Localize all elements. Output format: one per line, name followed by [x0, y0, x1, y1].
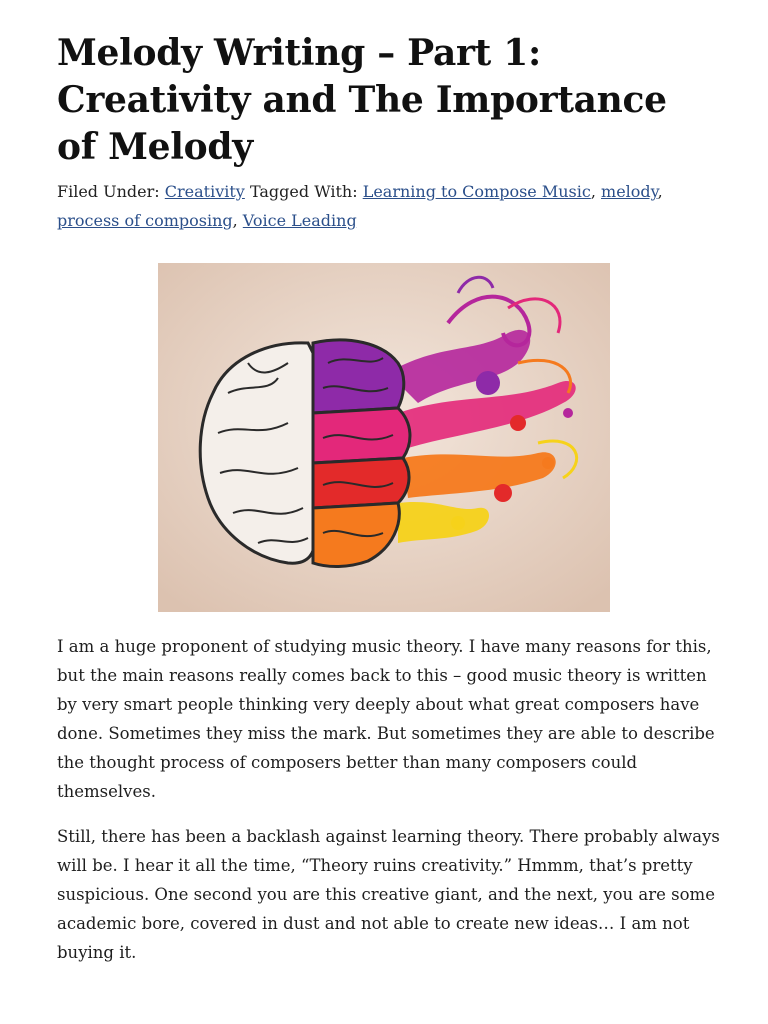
filed-under-label: Filed Under: [57, 182, 160, 201]
post-meta: Filed Under: Creativity Tagged With: Learning to Compose Music, melody, process of composing, Voice Leading [57, 182, 663, 230]
tagged-with-label: Tagged With: [249, 182, 358, 201]
article-body [57, 632, 722, 983]
brain-illustration [158, 263, 610, 612]
paragraph: Still, there has been a backlash against learning theory. There probably always will be. I hear it all the time, “Theory ruins creativity.” Hmmm, that’s pretty suspicious. One second you are this creative giant, and the next, you are some academic bore, covered in dust and not able to create new ideas… I am not buying it. [57, 827, 720, 962]
page-title: Melody Writing – Part 1: Creativity and The Importance of Melody [57, 32, 667, 168]
tag-link-process-of-composing[interactable]: process of composing [57, 211, 233, 230]
tag-link-melody[interactable]: melody [601, 182, 658, 201]
tag-link-learning-to-compose-music[interactable]: Learning to Compose Music [362, 182, 591, 201]
paragraph: I am a huge proponent of studying music theory. I have many reasons for this, but the main reasons really comes back to this – good music theory is written by very smart people thinking very deeply about what great composers have done. Sometimes they miss the mark. But sometimes they are able to describe the thought process of composers better than many composers could themselves. [57, 637, 715, 801]
tag-link-voice-leading[interactable]: Voice Leading [242, 211, 357, 230]
category-link-creativity[interactable]: Creativity [164, 182, 245, 201]
article-header [57, 30, 717, 235]
